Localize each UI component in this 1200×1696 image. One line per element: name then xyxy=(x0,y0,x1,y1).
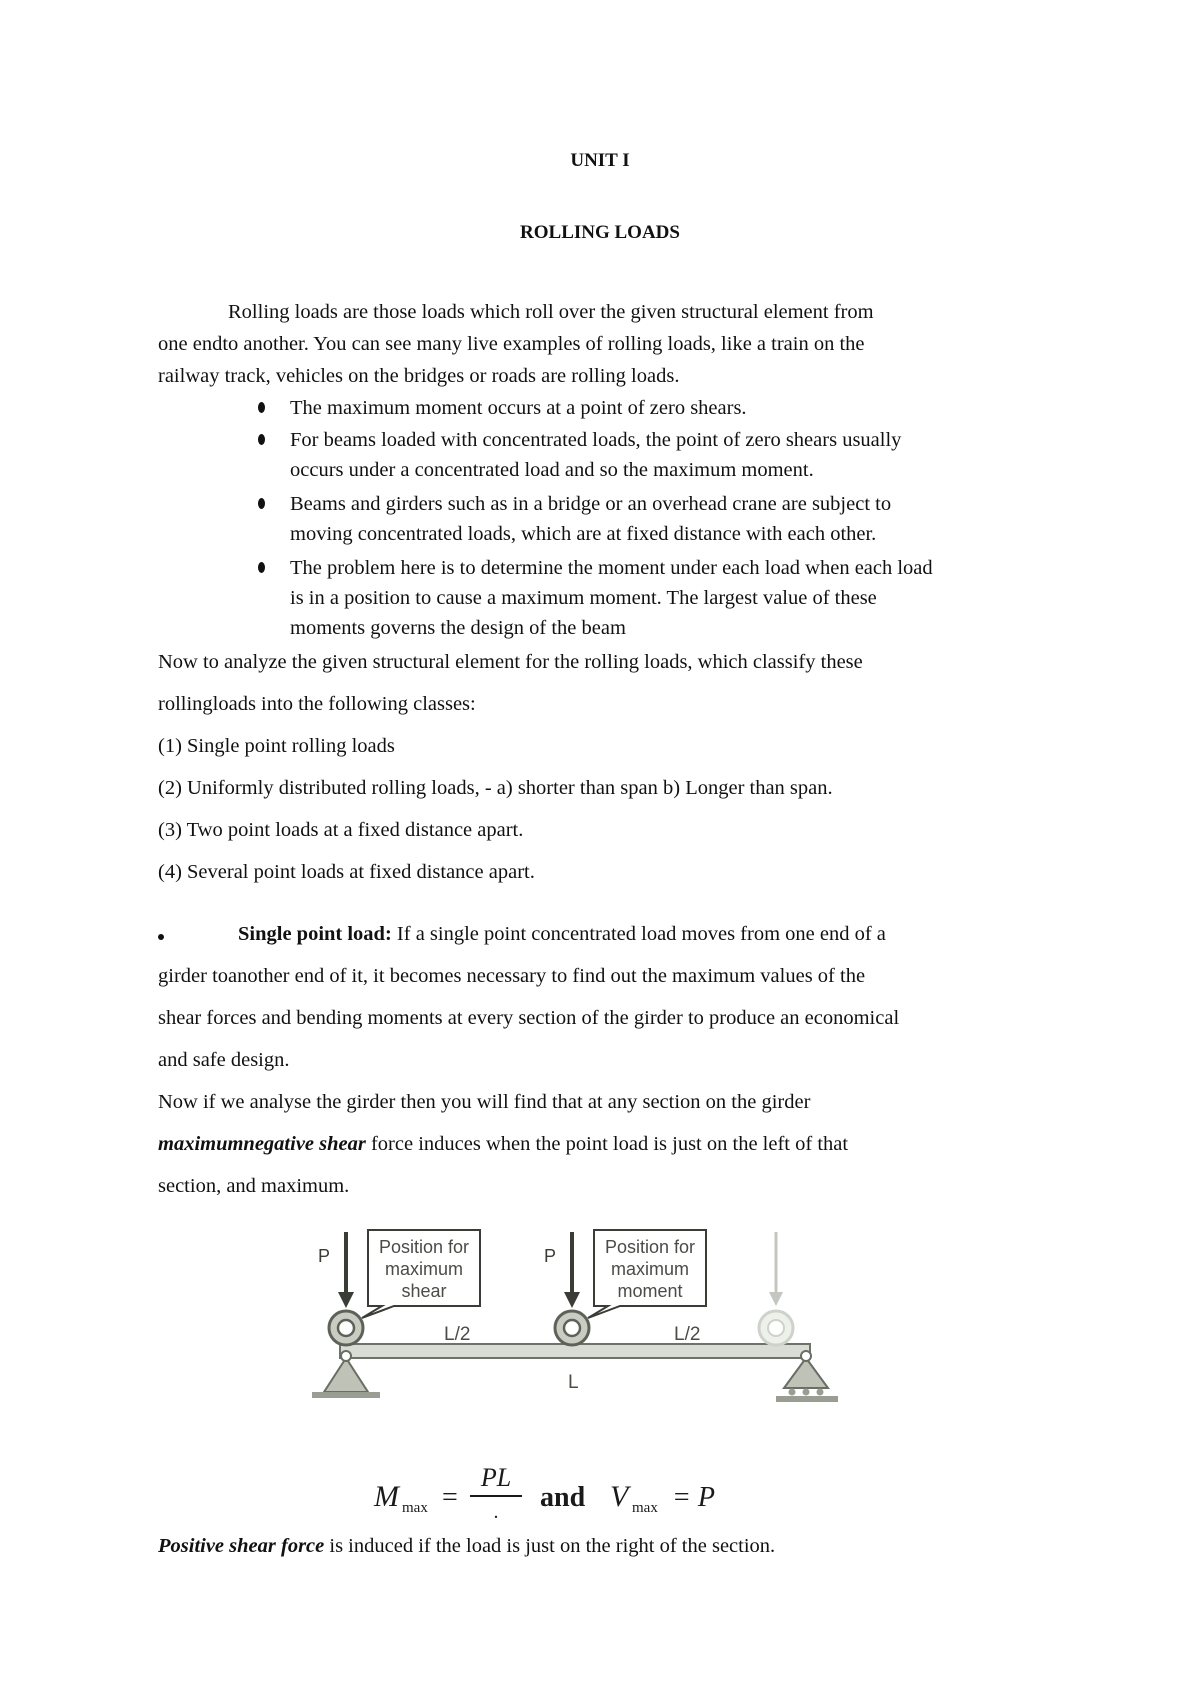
intro-line-2: one endto another. You can see many live examples of rolling loads, like a train on the xyxy=(158,333,865,355)
class-item-2: (2) Uniformly distributed rolling loads, - a) shorter than span b) Longer than span. xyxy=(158,777,833,799)
callout-1-line-2: maximum xyxy=(384,1259,464,1279)
formula-equals: = xyxy=(442,1482,458,1513)
bullet-4-line-2: is in a position to cause a maximum moment. The largest value of these xyxy=(290,587,877,609)
bullet-1-line-1: The maximum moment occurs at a point of zero shears. xyxy=(290,397,747,419)
arrow-head-icon xyxy=(338,1292,354,1308)
span-label: L xyxy=(568,1372,579,1393)
negative-shear-emphasis: maximumnegative shear xyxy=(158,1133,366,1155)
positive-shear-emphasis: Positive shear force xyxy=(158,1535,325,1557)
analyse-line-2-rest: force induces when the point load is just on the left of that xyxy=(365,1133,849,1155)
arrow-head-icon xyxy=(769,1292,783,1306)
analyse-line-1: Now if we analyse the girder then you will find that at any section on the girder xyxy=(158,1091,811,1113)
callout-2-line-2: maximum xyxy=(610,1259,690,1279)
bullet-icon xyxy=(258,498,265,509)
wheel-hub-icon xyxy=(768,1320,784,1336)
intro-line-1: Rolling loads are those loads which roll over the given structural element from xyxy=(228,301,874,323)
analyse-line-3: section, and maximum. xyxy=(158,1175,350,1197)
intro-line-3: railway track, vehicles on the bridges or roads are rolling loads. xyxy=(158,365,680,387)
analyse-line-2 xyxy=(158,1130,848,1159)
callout-1-line-1: Position for xyxy=(378,1237,470,1257)
classify-line-2: rollingloads into the following classes: xyxy=(158,693,476,715)
wheel-hub-icon xyxy=(338,1320,354,1336)
formula-v-subscript: max xyxy=(632,1500,658,1516)
formula-m-subscript: max xyxy=(402,1500,428,1516)
class-item-3: (3) Two point loads at a fixed distance apart. xyxy=(158,819,524,841)
half-span-label-1: L/2 xyxy=(444,1324,471,1345)
formula-and: and xyxy=(540,1482,586,1513)
formula-rhs: = P xyxy=(672,1482,715,1513)
callout-2-line-1: Position for xyxy=(604,1237,696,1257)
ground-right xyxy=(776,1396,838,1402)
positive-shear-rest: is induced if the load is just on the right of the section. xyxy=(324,1535,776,1557)
rolling-load-diagram xyxy=(290,1220,860,1420)
class-item-1: (1) Single point rolling loads xyxy=(158,735,395,757)
bullet-icon xyxy=(258,402,265,413)
single-point-line-2: girder toanother end of it, it becomes necessary to find out the maximum values of the xyxy=(158,965,866,987)
single-point-line-4: and safe design. xyxy=(158,1049,290,1071)
roller-icon xyxy=(817,1389,824,1396)
bullet-2-line-1: For beams loaded with concentrated loads, the point of zero shears usually xyxy=(290,429,902,451)
bullet-3-line-1: Beams and girders such as in a bridge or an overhead crane are subject to xyxy=(290,493,892,515)
bullet-icon xyxy=(258,562,265,573)
callout-2-line-3: moment xyxy=(617,1281,683,1301)
classify-line-1: Now to analyze the given structural element for the rolling loads, which classify these xyxy=(158,651,863,673)
wheel-hub-icon xyxy=(564,1320,580,1336)
single-point-label: Single point load: xyxy=(238,923,392,945)
pin-icon xyxy=(801,1351,811,1361)
pin-support xyxy=(324,1358,368,1392)
formula-denominator: . xyxy=(493,1501,499,1523)
ground-left xyxy=(312,1392,380,1398)
bullet-4-line-1: The problem here is to determine the moment under each load when each load xyxy=(290,557,933,579)
class-item-4: (4) Several point loads at fixed distance apart. xyxy=(158,861,535,883)
title-heading: ROLLING LOADS xyxy=(520,222,680,243)
callout-1-line-3: shear xyxy=(401,1281,447,1301)
half-span-label-2: L/2 xyxy=(674,1324,701,1345)
roller-icon xyxy=(789,1389,796,1396)
bullet-4-line-3: moments governs the design of the beam xyxy=(290,617,626,639)
bullet-icon xyxy=(258,434,265,445)
roller-support xyxy=(784,1358,828,1388)
pin-icon xyxy=(341,1351,351,1361)
single-point-line-3: shear forces and bending moments at every section of the girder to produce an economical xyxy=(158,1007,900,1029)
formula-m: M xyxy=(374,1480,399,1513)
load-label-2: P xyxy=(544,1246,557,1266)
formula-numerator: PL xyxy=(480,1463,512,1492)
formula-v: V xyxy=(610,1480,629,1513)
arrow-head-icon xyxy=(564,1292,580,1308)
max-moment-shear-formula xyxy=(370,1456,790,1526)
single-point-line-1 xyxy=(238,920,886,949)
load-label-1: P xyxy=(318,1246,331,1266)
bullet-2-line-2: occurs under a concentrated load and so the maximum moment. xyxy=(290,459,814,481)
unit-heading: UNIT I xyxy=(570,150,630,171)
bullet-3-line-2: moving concentrated loads, which are at fixed distance with each other. xyxy=(290,523,877,545)
single-point-line-1-rest: If a single point concentrated load moves from one end of a xyxy=(391,923,886,945)
positive-shear-line xyxy=(158,1532,775,1561)
bullet-dot-icon xyxy=(158,934,164,940)
roller-icon xyxy=(803,1389,810,1396)
